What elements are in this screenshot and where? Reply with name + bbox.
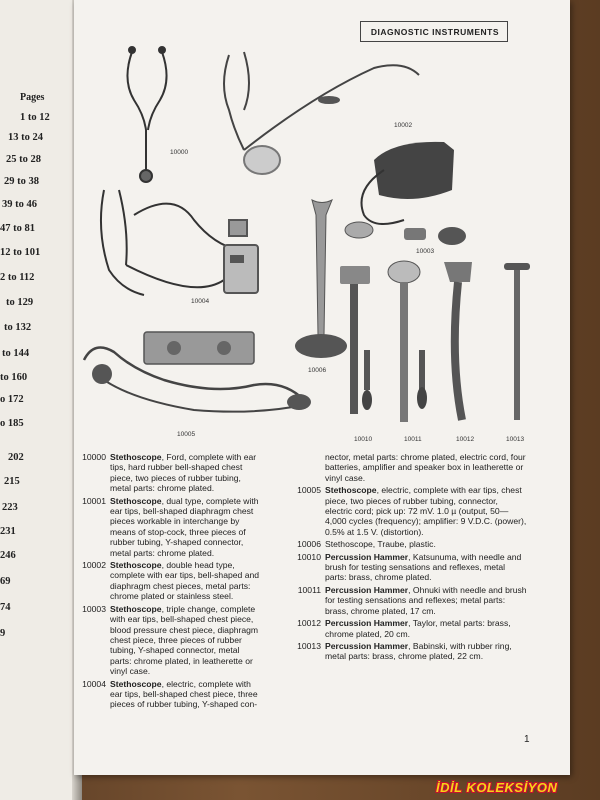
pages-row: o 172 bbox=[0, 394, 24, 405]
watermark: İDİL KOLEKSİYON bbox=[436, 780, 558, 795]
entry-10004-continued: nector, metal parts: chrome plated, electric cord, four batteries, amplifier and speaker box in leatherette or vinyl case. bbox=[325, 452, 526, 483]
pages-row: 69 bbox=[0, 576, 11, 587]
entry-10000: 10000 Stethoscope, Ford, complete with ear tips, hard rubber bell-shaped chest piece, two pieces of rubber tubing, metal parts: chrome plated. bbox=[82, 452, 257, 494]
pages-row: 47 to 81 bbox=[0, 223, 35, 234]
pages-row: 9 bbox=[0, 628, 6, 639]
figure-label: 10012 bbox=[456, 436, 475, 443]
page-number: 1 bbox=[524, 734, 530, 745]
entry-10013: 10013 Percussion Hammer, Babinski, with rubber ring, metal parts: brass, chrome plated, 22 cm. bbox=[297, 640, 512, 662]
entry-10012: 10012 Percussion Hammer, Taylor, metal parts: brass, chrome plated, 20 cm. bbox=[297, 618, 511, 639]
pages-row: 246 bbox=[0, 550, 16, 561]
pages-heading: Pages bbox=[20, 92, 45, 103]
entry-10011: 10011 Percussion Hammer, Ohnuki with needle and brush for testing sensations and reflexes; metal parts: brass, chrome plated, 17 cm. bbox=[297, 584, 527, 616]
instrument-illustrations bbox=[74, 0, 570, 440]
entry-10001: 10001 Stethoscope, dual type, complete with ear tips, bell-shaped diaphragm chest pieces workable in interchange by means of stop-cock, three pieces of rubber tubing, Y-shaped connector, metal parts: chrome plated. bbox=[82, 495, 259, 558]
pages-row: 39 to 46 bbox=[2, 199, 37, 210]
stethoscope-10006-image bbox=[295, 200, 347, 358]
figure-label: 10003 bbox=[416, 248, 435, 255]
pages-row: 223 bbox=[2, 502, 18, 513]
figure-label: 10006 bbox=[308, 367, 327, 374]
figure-label: 10010 bbox=[354, 436, 373, 443]
pages-row: 2 to 112 bbox=[0, 272, 35, 283]
text-column-left bbox=[62, 452, 262, 712]
pages-row: 74 bbox=[0, 602, 11, 613]
pages-row: 29 to 38 bbox=[4, 176, 39, 187]
pages-row: 215 bbox=[4, 476, 20, 487]
figure-label: 10005 bbox=[177, 431, 196, 438]
section-header: DIAGNOSTIC INSTRUMENTS bbox=[360, 21, 508, 42]
entry-10005: 10005 Stethoscope, electric, complete with ear tips, chest piece, two pieces of rubber tubing, connector, electric cord; pick up: 72 mV. 1.0 µ (output, 50—4,000 cycles (frequency); amplifier: 9 V.D.C. (power), 0.5% at 1.5 V. (distortion). bbox=[297, 485, 527, 537]
hammer-10010-image bbox=[340, 266, 372, 414]
hammer-10012-image bbox=[444, 262, 472, 420]
entry-10010: 10010 Percussion Hammer, Katsunuma, with needle and brush for testing sensations and reflexes, metal parts: brass, chrome plated. bbox=[297, 551, 522, 583]
hammer-10011-image bbox=[388, 261, 427, 422]
entry-10004: 10004 Stethoscope, electric, complete with ear tips, bell-shaped chest piece, three pieces of rubber tubing, Y-shaped con- bbox=[82, 678, 258, 710]
entry-10003: 10003 Stethoscope, triple change, complete with ear tips, bell-shaped chest piece, blood pressure chest piece, diaphragm chest piece, three pieces of rubber tubing, Y-shaped connector, metal parts: chrome plated, in leatherette or vinyl case. bbox=[82, 603, 259, 677]
stethoscope-10004-image bbox=[101, 190, 258, 295]
figure-label: 10000 bbox=[170, 149, 189, 156]
text-column-right bbox=[277, 452, 527, 664]
pages-row: 12 to 101 bbox=[0, 247, 41, 258]
figure-label: 10011 bbox=[404, 436, 422, 443]
figure-label: 10002 bbox=[394, 122, 413, 129]
pages-row: o 185 bbox=[0, 418, 24, 429]
stethoscope-10003-image bbox=[345, 142, 466, 245]
pages-row: 231 bbox=[0, 526, 16, 537]
catalog-page bbox=[74, 0, 570, 775]
pages-row: 25 to 28 bbox=[6, 154, 41, 165]
stethoscope-10000-image bbox=[127, 47, 166, 182]
figure-label: 10013 bbox=[506, 436, 525, 443]
pages-row: 1 to 12 bbox=[20, 112, 50, 123]
stethoscope-10005-image bbox=[84, 332, 311, 412]
figure-label: 10004 bbox=[191, 298, 210, 305]
hammer-10013-image bbox=[504, 263, 530, 420]
pages-row: to 132 bbox=[4, 322, 32, 333]
pages-row: to 160 bbox=[0, 372, 28, 383]
entry-10002: 10002 Stethoscope, double head type, complete with ear tips, bell-shaped and diaphragm chest pieces, metal parts: chrome plated or stainless steel. bbox=[82, 560, 260, 602]
pages-row: 202 bbox=[8, 452, 24, 463]
pages-row: 13 to 24 bbox=[8, 132, 43, 143]
pages-row: to 144 bbox=[2, 348, 30, 359]
pages-row: to 129 bbox=[6, 297, 34, 308]
entry-10006: 10006 Stethoscope, Traube, plastic. bbox=[297, 539, 436, 550]
